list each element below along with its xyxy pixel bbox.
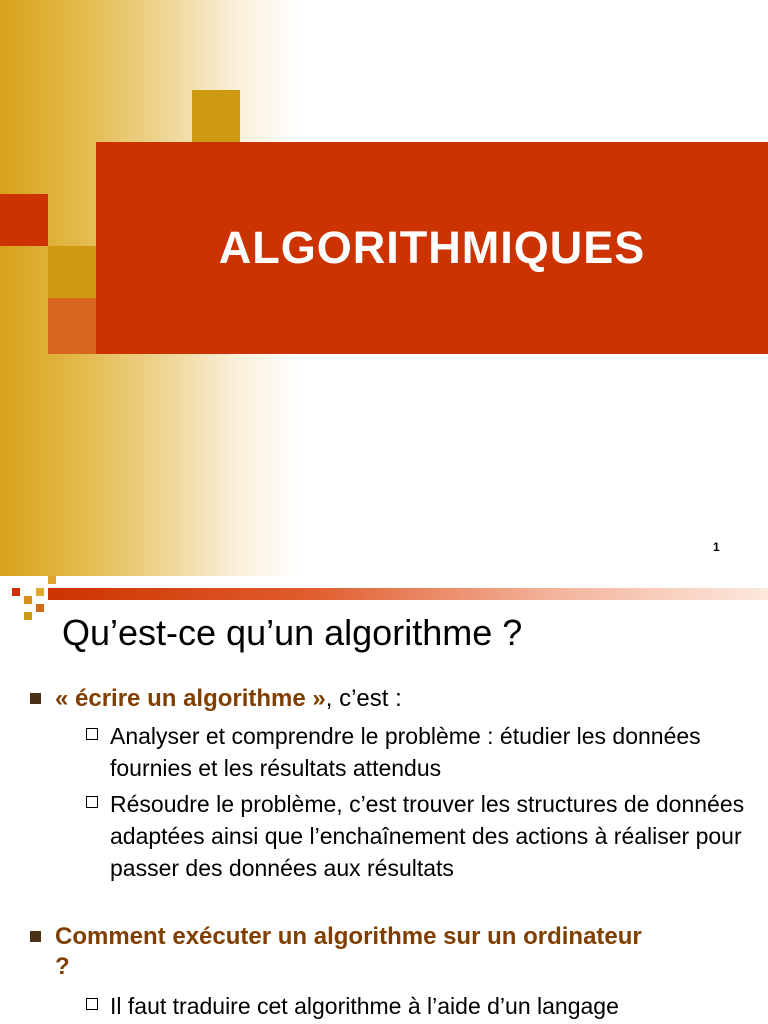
sub-bullet-text: Analyser et comprendre le problème : étudier les données fournies et les résultats attendus (110, 723, 701, 781)
decor-square (192, 90, 240, 142)
square-bullet-icon (30, 693, 41, 704)
bullet-item (30, 684, 402, 714)
decor-square (48, 246, 96, 298)
decor-square (48, 576, 56, 584)
header-stripe (48, 588, 768, 600)
sub-bullet-item (86, 990, 766, 1022)
decor-square (0, 194, 48, 246)
slide-title: ALGORITHMIQUES (218, 222, 646, 273)
bullet-emphasis: Comment exécuter un algorithme sur un ordinateur ? (55, 923, 642, 980)
square-bullet-icon (30, 931, 41, 942)
bullet-rest: , c’est : (325, 685, 402, 712)
hollow-square-icon (86, 728, 98, 740)
slide-heading: Qu’est-ce qu’un algorithme ? (62, 612, 523, 653)
decor-square (24, 612, 32, 620)
content-slide (0, 576, 768, 1024)
sub-bullet-item (86, 788, 766, 884)
sub-bullet-text: Résoudre le problème, c’est trouver les structures de données adaptées ainsi que l’enchaînement des actions à réaliser pour passer des données aux résultats (110, 791, 745, 881)
bullet-text (55, 922, 650, 982)
decor-square (48, 298, 96, 354)
decor-square (36, 604, 44, 612)
bullet-item (30, 922, 650, 982)
hollow-square-icon (86, 998, 98, 1010)
bullet-emphasis: « écrire un algorithme » (55, 685, 326, 712)
slide-number: 1 (713, 540, 720, 554)
hollow-square-icon (86, 796, 98, 808)
bullet-text (55, 684, 402, 714)
decor-square (24, 596, 32, 604)
sub-bullet-item (86, 720, 766, 784)
decor-square (36, 588, 44, 596)
decor-square (12, 588, 20, 596)
sub-bullet-text: Il faut traduire cet algorithme à l’aide d’un langage (110, 993, 619, 1019)
